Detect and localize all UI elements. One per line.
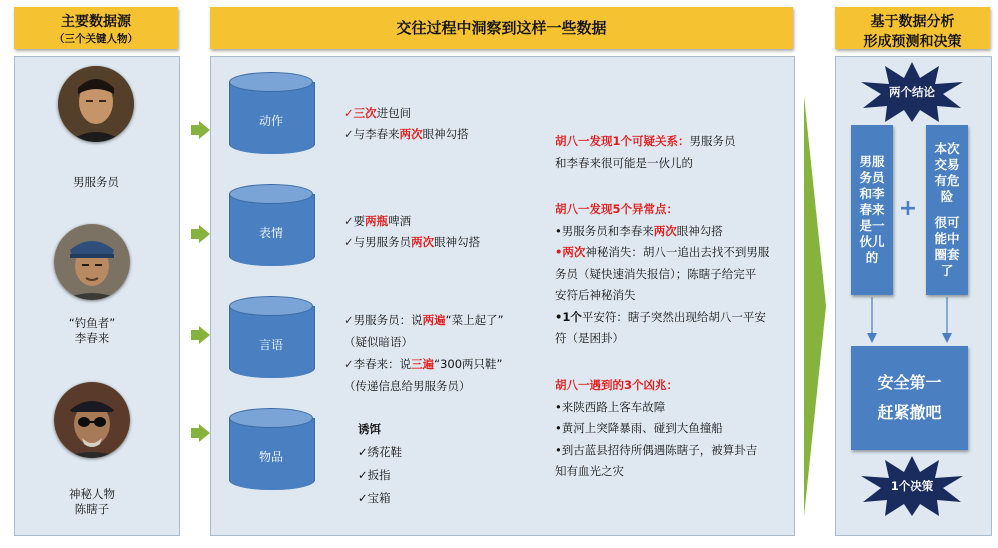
right-header [835, 7, 990, 49]
caption-chen-xiazi-line1: 神秘人物 [69, 487, 115, 501]
arrow-right-icon [199, 424, 210, 442]
middle-header-title: 交往过程中洞察到这样一些数据 [396, 19, 607, 37]
conclusion-trap-text: 很可能中圈套了 [934, 215, 960, 278]
conclusion-gang-text: 男服务员和李春来是一伙儿的 [859, 154, 885, 265]
obs-speech-line2: （疑似暗语） [344, 335, 413, 349]
finding-anomalies: 胡八一发现5个异常点： •男服务员和李春来两次眼神勾搭 •两次神秘消失：胡八一追出去找不到男服 务员（疑快速消失报信）；陈瞎子给完平 安符后神秘消失 •1个平安符：瞎子突然出现给胡八一平安 符（是困卦） [555, 199, 787, 350]
category-speech-label: 言语 [258, 338, 283, 352]
obs-action-line1: ✓三次进包间 [344, 106, 412, 120]
obs-items [358, 418, 402, 510]
category-expression [229, 184, 313, 276]
down-arrow-icon [866, 297, 878, 343]
category-action [229, 72, 313, 164]
portrait-li-chunlai-icon [54, 224, 130, 300]
finding-omens-head: 胡八一遇到的3个凶兆： [555, 378, 679, 392]
plus-icon: + [898, 196, 918, 221]
obs-items-item: ✓扳指 [358, 468, 391, 482]
left-header-title: 主要数据源 [61, 14, 131, 30]
arrow-right-icon [199, 121, 210, 139]
caption-li-chunlai [32, 316, 152, 346]
obs-speech-line3: ✓李春来：说三遍“300两只鞋” [344, 357, 503, 371]
obs-items-item: ✓绣花鞋 [358, 445, 403, 459]
caption-li-chunlai-line1: “钓鱼者” [68, 316, 116, 330]
finding-omens: 胡八一遇到的3个凶兆： •来陕西路上客车故障 •黄河上突降暴雨、碰到大鱼撞船 •到古蓝县招待所偶遇陈瞎子，被算卦吉 知有血光之灾 [555, 375, 787, 483]
portrait-waiter [58, 66, 134, 142]
obs-speech-line1: ✓男服务员：说两遍“菜上起了” [344, 313, 504, 327]
obs-speech-line4: （传递信息给男服务员） [344, 379, 471, 393]
portrait-chen-xiazi-icon [54, 382, 130, 458]
category-expression-label: 表情 [258, 226, 283, 240]
left-header [14, 7, 178, 49]
conclusion-danger-text: 本次交易有危险 [934, 141, 960, 204]
decision-line2: 赶紧撤吧 [877, 403, 942, 422]
obs-expression-line1: ✓要两瓶啤酒 [344, 214, 412, 228]
finding-anomalies-head: 胡八一发现5个异常点： [555, 202, 679, 216]
caption-chen-xiazi-line2: 陈瞎子 [74, 502, 110, 516]
finding-relationship-head: 胡八一发现1个可疑关系： [555, 134, 690, 148]
conclusion-box-danger [926, 125, 968, 295]
conclusions-label: 两个结论 [889, 85, 935, 99]
big-arrow-icon [800, 96, 830, 516]
portrait-waiter-icon [58, 66, 134, 142]
finding-relationship: 胡八一发现1个可疑关系：男服务员 和李春来很可能是一伙儿的 [555, 134, 736, 170]
portrait-li-chunlai [54, 224, 130, 300]
obs-expression [344, 211, 480, 253]
category-items [229, 408, 313, 500]
category-items-label: 物品 [258, 450, 283, 464]
category-action-label: 动作 [258, 114, 283, 128]
middle-header [210, 7, 793, 49]
decision-box [851, 346, 968, 450]
category-speech [229, 296, 313, 388]
arrow-right-icon [199, 225, 210, 243]
down-arrow-icon [941, 297, 953, 343]
portrait-chen-xiazi [54, 382, 130, 458]
caption-chen-xiazi [32, 487, 152, 517]
conclusion-box-gang [851, 125, 893, 295]
obs-items-item: ✓宝箱 [358, 491, 391, 505]
left-header-subtitle: （三个关键人物） [54, 33, 138, 45]
caption-li-chunlai-line2: 李春来 [74, 331, 110, 345]
decision-line1: 安全第一 [877, 373, 942, 392]
caption-waiter [36, 175, 156, 190]
right-header-line1: 基于数据分析 [870, 14, 955, 30]
obs-speech [344, 309, 504, 397]
decision-label: 1个决策 [890, 479, 934, 493]
obs-expression-line2: ✓与男服务员两次眼神勾搭 [344, 235, 481, 249]
obs-items-heading: 诱饵 [358, 422, 381, 436]
obs-action [344, 103, 469, 145]
caption-waiter-line1: 男服务员 [73, 175, 119, 189]
arrow-right-icon [199, 326, 210, 344]
right-header-line2: 形成预测和决策 [863, 34, 962, 50]
obs-action-line2: ✓与李春来两次眼神勾搭 [344, 127, 469, 141]
